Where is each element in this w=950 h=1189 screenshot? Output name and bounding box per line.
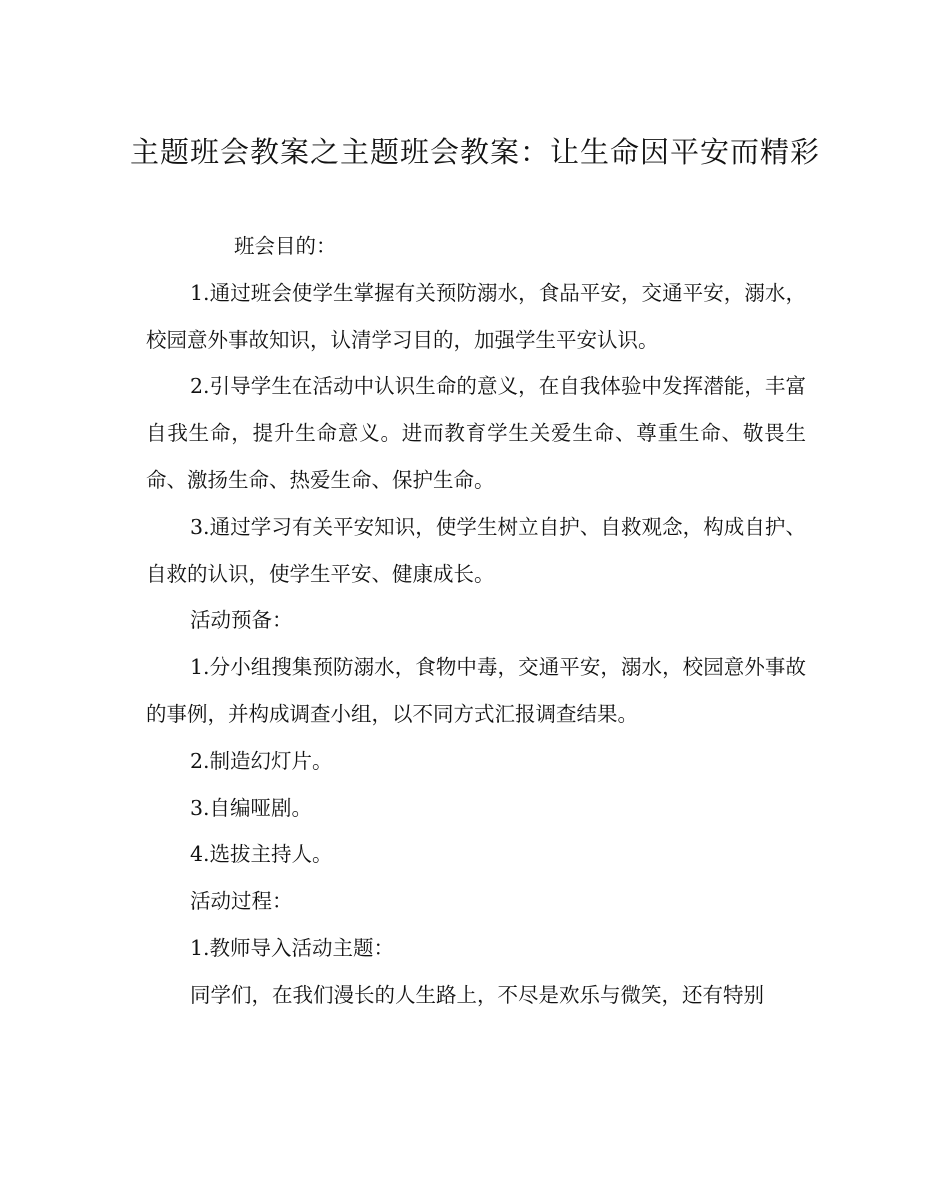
paragraph-preparation-4: 4.选拔主持人。 bbox=[190, 842, 333, 867]
paragraph-purpose-1: 1.通过班会使学生掌握有关预防溺水，食品平安，交通平安，溺水，校园意外事故知识，认清学习目的，加强学生平安认识。 bbox=[146, 280, 806, 352]
paragraph-process-heading: 活动过程： bbox=[190, 889, 293, 914]
paragraph-process-intro: 同学们，在我们漫长的人生路上，不尽是欢乐与微笑，还有特别 bbox=[190, 982, 764, 1007]
paragraph-purpose-2: 2.引导学生在活动中认识生命的意义，在自我体验中发挥潜能，丰富自我生命，提升生命意义。进而教育学生关爱生命、尊重生命、敬畏生命、激扬生命、热爱生命、保护生命。 bbox=[146, 374, 806, 492]
paragraph-preparation-2: 2.制造幻灯片。 bbox=[190, 748, 333, 773]
paragraph-preparation-heading: 活动预备： bbox=[190, 608, 293, 633]
document-title: 主题班会教案之主题班会教案：让生命因平安而精彩 bbox=[129, 135, 820, 169]
paragraph-purpose-heading: 班会目的： bbox=[234, 234, 337, 258]
paragraph-preparation-3: 3.自编哑剧。 bbox=[190, 795, 313, 820]
document-body bbox=[146, 223, 806, 1019]
paragraph-preparation-1: 1.分小组搜集预防溺水，食物中毒，交通平安，溺水，校园意外事故的事例，并构成调查小组，以不同方式汇报调查结果。 bbox=[146, 655, 806, 726]
paragraph-purpose-3: 3.通过学习有关平安知识，使学生树立自护、自救观念，构成自护、自救的认识，使学生平安、健康成长。 bbox=[146, 514, 806, 586]
paragraph-process-1: 1.教师导入活动主题： bbox=[190, 935, 395, 960]
